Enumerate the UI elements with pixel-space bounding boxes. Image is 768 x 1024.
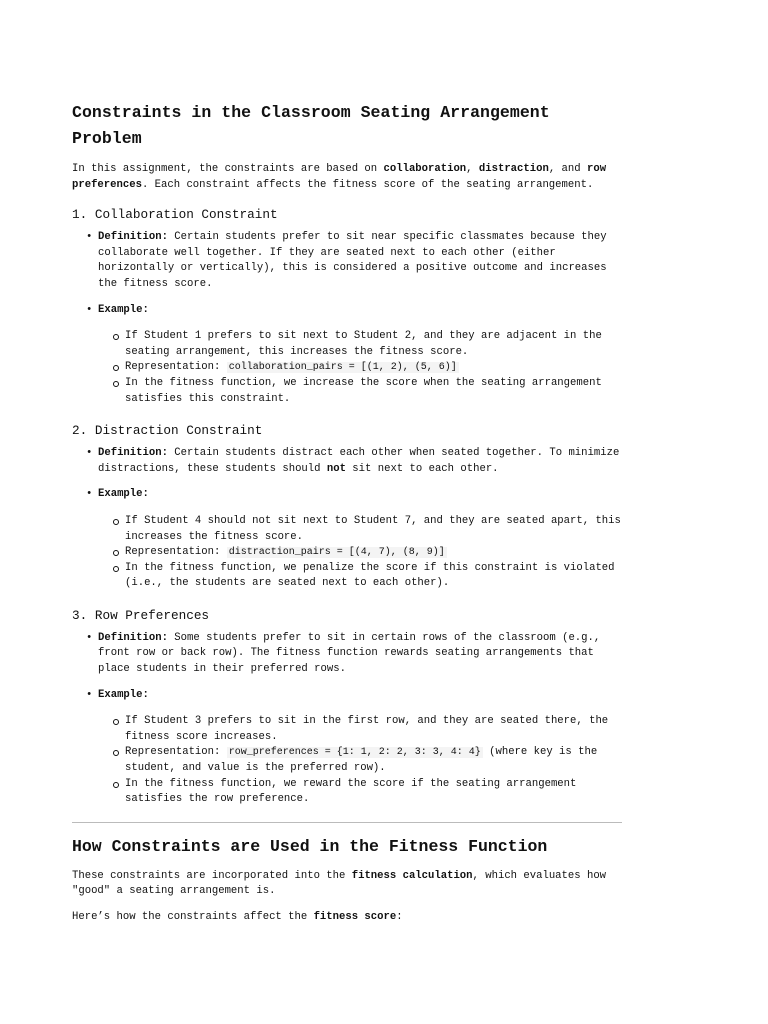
definition-item: • Definition: Certain students prefer to sit near specific classmates because they collaborate well together. If they are seated next to each other (either horizontally or vertically), this is considered a positive outcome and increases the fitness score. xyxy=(72,230,624,292)
code-snippet: distraction_pairs = [(4, 7), (8, 9)] xyxy=(228,547,445,559)
document-content xyxy=(72,100,624,936)
list-item: If Student 3 prefers to sit in the first row, and they are seated there, the fitness score increases. xyxy=(98,714,624,745)
example-sublist xyxy=(98,329,624,407)
example-item: • Example: If Student 4 should not sit next to Student 7, and they are seated apart, this increases the fitness score. Representation: distraction_pairs = [(4, 7), (8, 9)] In the fitness function, we penalize the score if this constraint is violated (i.e., the students are seated next to each other). xyxy=(72,487,624,592)
page-title: Constraints in the Classroom Seating Arrangement Problem xyxy=(72,103,550,148)
example-sublist xyxy=(98,714,624,808)
definition-item: • Definition: Certain students distract each other when seated together. To minimize distractions, these students should not sit next to each other. xyxy=(72,446,624,477)
intro-paragraph: In this assignment, the constraints are based on collaboration, distraction, and row preferences. Each constraint affects the fitness score of the seating arrangement. xyxy=(72,163,607,191)
collaboration-list xyxy=(72,230,624,407)
list-item: If Student 1 prefers to sit next to Student 2, and they are adjacent in the seating arrangement, this increases the fitness score. xyxy=(98,329,624,360)
example-sublist xyxy=(98,514,624,592)
distraction-list xyxy=(72,446,624,592)
fitness-paragraph: These constraints are incorporated into the fitness calculation, which evaluates how "good" a seating arrangement is. xyxy=(72,869,607,898)
example-item: • Example: If Student 1 prefers to sit next to Student 2, and they are adjacent in the seating arrangement, this increases the fitness score. Representation: collaboration_pairs = [(1, 2), (5, 6)] In the fitness function, we increase the score when the seating arrangement satisfies this constraint. xyxy=(72,303,624,408)
code-snippet: collaboration_pairs = [(1, 2), (5, 6)] xyxy=(228,362,457,374)
list-item: In the fitness function, we increase the score when the seating arrangement satisfies this constraint. xyxy=(98,376,624,407)
section-heading-distraction: 2. Distraction Constraint xyxy=(72,423,263,439)
definition-item: • Definition: Some students prefer to sit in certain rows of the classroom (e.g., front row or back row). The fitness function rewards seating arrangements that place students in their preferred rows. xyxy=(72,631,624,678)
list-item: Representation: distraction_pairs = [(4, 7), (8, 9)] xyxy=(98,545,624,561)
keyword-collaboration: collaboration xyxy=(383,163,467,175)
section-heading-collaboration: 1. Collaboration Constraint xyxy=(72,207,278,223)
keyword-distraction: distraction xyxy=(478,163,549,175)
keyword-row-preferences: row preferences xyxy=(72,163,607,191)
list-item: Representation: row_preferences = {1: 1, 2: 2, 3: 3, 4: 4} (where key is the student, and value is the preferred row). xyxy=(98,745,624,776)
list-item: In the fitness function, we reward the score if the seating arrangement satisfies the row preference. xyxy=(98,777,624,808)
section-heading-row-preferences: 3. Row Preferences xyxy=(72,607,210,623)
fitness-heading: How Constraints are Used in the Fitness Function xyxy=(72,836,548,856)
list-item: If Student 4 should not sit next to Student 7, and they are seated apart, this increases the fitness score. xyxy=(98,514,624,545)
fitness-score-paragraph: Here’s how the constraints affect the fitness score: xyxy=(72,911,403,923)
row-preferences-list xyxy=(72,631,624,808)
list-item: In the fitness function, we penalize the score if this constraint is violated (i.e., the students are seated next to each other). xyxy=(98,561,624,592)
example-item: • Example: If Student 3 prefers to sit in the first row, and they are seated there, the fitness score increases. Representation: row_preferences = {1: 1, 2: 2, 3: 3, 4: 4} (where key is the student, and value is the preferred row). In the fitness function, we reward the score if the seating arrangement satisfies the row preference. xyxy=(72,688,624,808)
list-item: Representation: collaboration_pairs = [(1, 2), (5, 6)] xyxy=(98,360,624,376)
section-divider xyxy=(72,822,622,823)
code-snippet: row_preferences = {1: 1, 2: 2, 3: 3, 4: 4} xyxy=(228,747,481,759)
